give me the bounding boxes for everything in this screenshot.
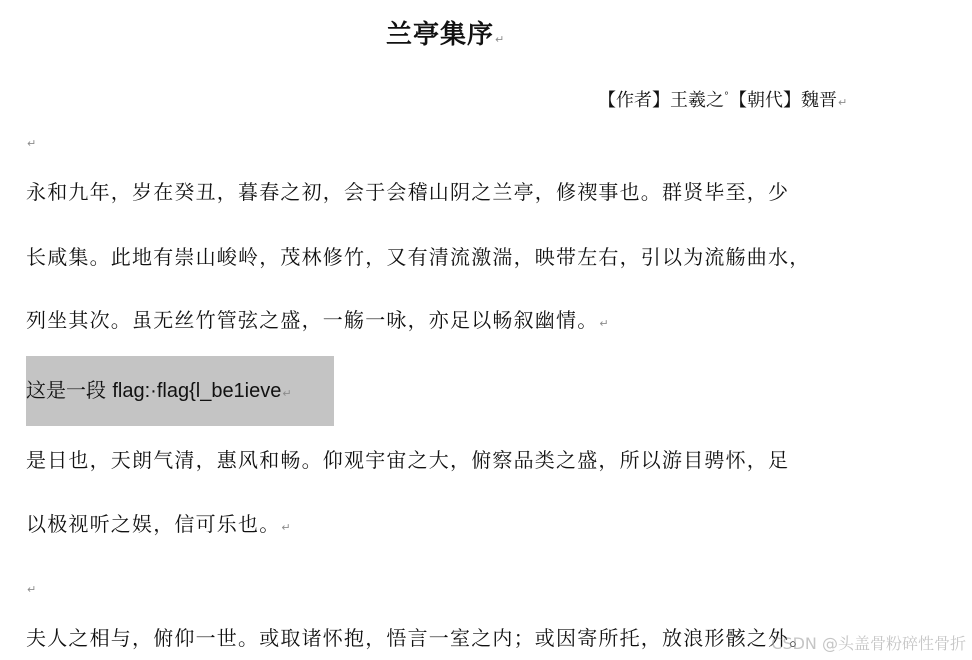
dynasty-label: 【朝代】 (729, 90, 801, 111)
paragraph-1-line-3 (26, 304, 610, 333)
paragraph-2-line-1: 是日也，天朗气清，惠风和畅。仰观宇宙之大，俯察品类之盛，所以游目骋怀，足 (26, 448, 790, 472)
paragraph-mark-icon: ↵ (838, 96, 848, 109)
author-label: 【作者】 (598, 90, 670, 111)
empty-paragraph (26, 578, 36, 597)
paragraph-mark-icon: ↵ (27, 137, 37, 150)
flag-text: flag:·flag{l_be1ieve (112, 380, 282, 402)
empty-paragraph (26, 132, 36, 151)
watermark: CSDN @头盖骨粉碎性骨折 (771, 634, 966, 653)
paragraph-2-line-2 (26, 508, 292, 537)
dynasty-name: 魏晋 (801, 90, 837, 111)
flag-prefix: 这是一段 (26, 378, 113, 402)
paragraph-mark-icon: ↵ (495, 33, 506, 46)
document-title-text: 兰亭集序 (386, 20, 495, 50)
paragraph-1-line-1: 永和九年，岁在癸丑，暮春之初，会于会稽山阴之兰亭，修禊事也。群贤毕至，少 (26, 180, 790, 204)
paragraph-mark-icon: ↵ (599, 317, 610, 330)
paragraph-mark-icon: ↵ (27, 583, 37, 596)
author-name: 王羲之 (670, 90, 724, 111)
paragraph-3-line-1: 夫人之相与，俯仰一世。或取诸怀抱，悟言一室之内；或因寄所托，放浪形骸之外。 (26, 626, 811, 650)
paragraph-1-line-2: 长咸集。此地有崇山峻岭，茂林修竹，又有清流激湍，映带左右，引以为流觞曲水， (26, 245, 811, 269)
author-dynasty-line (598, 86, 847, 112)
paragraph-1-line-3-text: 列坐其次。虽无丝竹管弦之盛，一觞一咏，亦足以畅叙幽情。 (26, 308, 599, 332)
paragraph-mark-icon: ↵ (281, 521, 292, 534)
paragraph-2-line-2-text: 以极视听之娱，信可乐也。 (26, 512, 281, 536)
paragraph-mark-icon: ↵ (282, 387, 292, 400)
meta-separator: ° (724, 91, 729, 102)
document-title (386, 14, 505, 51)
flag-line[interactable] (26, 374, 292, 403)
